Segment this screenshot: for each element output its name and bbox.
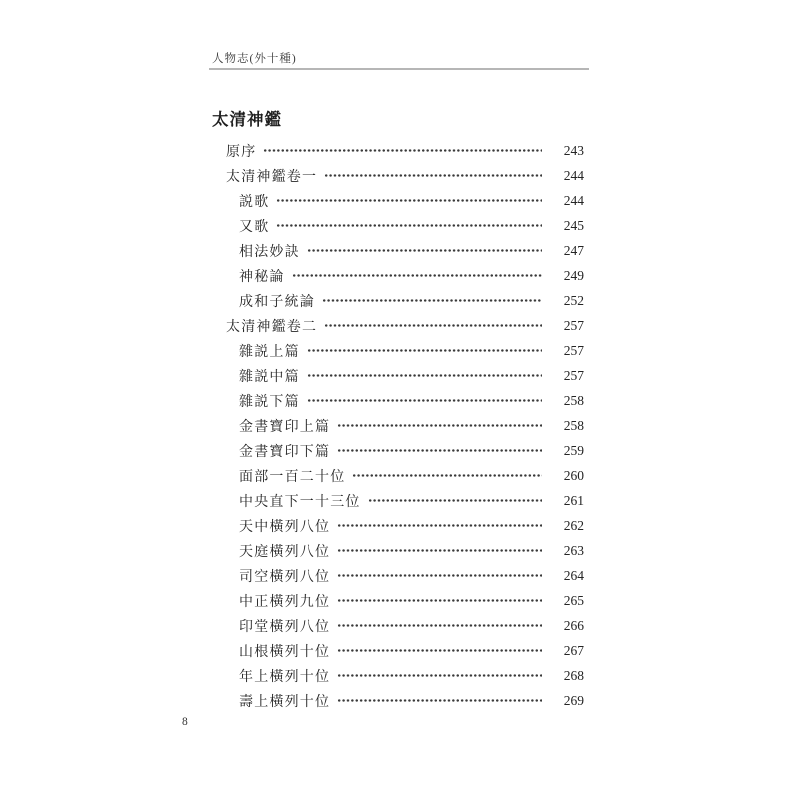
toc-entry-page-number: 269 [563, 692, 584, 708]
toc-entry-row [212, 463, 584, 488]
toc-entry-page-number: 260 [563, 467, 584, 483]
toc-entry-page-number: 264 [563, 567, 584, 583]
toc-list [212, 138, 584, 713]
toc-entry-label: 雜説上篇 [239, 344, 300, 360]
toc-entry-row [212, 363, 584, 388]
toc-dot-leader [337, 438, 542, 463]
toc-entry-page-number: 252 [563, 292, 584, 308]
section-title: 太清神鑑 [212, 110, 282, 129]
toc-entry-page-number: 258 [563, 392, 584, 408]
toc-entry-page-number: 268 [563, 667, 584, 683]
toc-entry-row [212, 313, 584, 338]
toc-entry-label: 天庭橫列八位 [239, 544, 331, 560]
toc-entry-page-number: 257 [563, 367, 584, 383]
toc-entry-label: 面部一百二十位 [239, 469, 346, 485]
toc-entry-label: 神秘論 [239, 269, 285, 285]
toc-entry-page-number: 243 [563, 142, 584, 158]
toc-entry-page-number: 257 [563, 317, 584, 333]
toc-dot-leader [337, 663, 542, 688]
toc-entry-row [212, 263, 584, 288]
toc-dot-leader [307, 363, 542, 388]
toc-entry-row [212, 613, 584, 638]
toc-entry-label: 天中橫列八位 [239, 519, 331, 535]
toc-entry-page-number: 259 [563, 442, 584, 458]
toc-entry-label: 印堂橫列八位 [239, 619, 331, 635]
toc-dot-leader [292, 263, 542, 288]
toc-dot-leader [263, 138, 542, 163]
toc-entry-label: 又歌 [239, 219, 270, 235]
toc-entry-row [212, 688, 584, 713]
toc-entry-label: 太清神鑑卷二 [226, 319, 318, 335]
toc-dot-leader [337, 613, 542, 638]
toc-entry-page-number: 265 [563, 592, 584, 608]
toc-dot-leader [276, 213, 542, 238]
toc-entry-row [212, 563, 584, 588]
toc-entry-row [212, 438, 584, 463]
toc-entry-label: 年上橫列十位 [239, 669, 331, 685]
toc-dot-leader [322, 288, 542, 313]
toc-entry-page-number: 266 [563, 617, 584, 633]
toc-entry-label: 太清神鑑卷一 [226, 169, 318, 185]
toc-entry-label: 相法妙訣 [239, 244, 300, 260]
toc-entry-page-number: 261 [563, 492, 584, 508]
toc-entry-row [212, 588, 584, 613]
toc-entry-label: 壽上橫列十位 [239, 694, 331, 710]
toc-dot-leader [337, 538, 542, 563]
toc-entry-page-number: 247 [563, 242, 584, 258]
toc-entry-label: 成和子統論 [239, 294, 315, 310]
toc-entry-label: 金書寶印上篇 [239, 419, 331, 435]
toc-entry-page-number: 245 [563, 217, 584, 233]
toc-entry-label: 中央直下一十三位 [239, 494, 361, 510]
toc-entry-row [212, 138, 584, 163]
toc-dot-leader [307, 338, 542, 363]
toc-dot-leader [324, 163, 542, 188]
folio-page-number: 8 [182, 716, 188, 728]
toc-entry-row [212, 388, 584, 413]
toc-entry-page-number: 262 [563, 517, 584, 533]
toc-entry-row [212, 188, 584, 213]
toc-entry-page-number: 258 [563, 417, 584, 433]
toc-dot-leader [324, 313, 542, 338]
toc-entry-row [212, 663, 584, 688]
toc-entry-page-number: 267 [563, 642, 584, 658]
toc-entry-label: 雜説下篇 [239, 394, 300, 410]
toc-entry-label: 雜説中篇 [239, 369, 300, 385]
running-header: 人物志(外十種) [212, 53, 297, 65]
toc-dot-leader [337, 588, 542, 613]
toc-dot-leader [352, 463, 542, 488]
toc-dot-leader [337, 513, 542, 538]
toc-dot-leader [368, 488, 542, 513]
toc-entry-page-number: 263 [563, 542, 584, 558]
toc-entry-page-number: 244 [563, 167, 584, 183]
toc-entry-row [212, 538, 584, 563]
toc-entry-label: 説歌 [239, 194, 270, 210]
toc-entry-label: 山根橫列十位 [239, 644, 331, 660]
toc-dot-leader [307, 388, 542, 413]
toc-entry-label: 司空橫列八位 [239, 569, 331, 585]
toc-entry-label: 金書寶印下篇 [239, 444, 331, 460]
toc-dot-leader [337, 413, 542, 438]
toc-entry-row [212, 163, 584, 188]
toc-entry-page-number: 244 [563, 192, 584, 208]
toc-entry-page-number: 249 [563, 267, 584, 283]
toc-entry-label: 中正橫列九位 [239, 594, 331, 610]
toc-dot-leader [337, 638, 542, 663]
toc-entry-row [212, 513, 584, 538]
toc-dot-leader [307, 238, 542, 263]
toc-entry-row [212, 638, 584, 663]
header-rule [209, 68, 589, 70]
toc-entry-row [212, 338, 584, 363]
toc-entry-label: 原序 [226, 144, 257, 160]
toc-entry-row [212, 488, 584, 513]
toc-entry-row [212, 213, 584, 238]
toc-dot-leader [276, 188, 542, 213]
toc-entry-page-number: 257 [563, 342, 584, 358]
toc-entry-row [212, 238, 584, 263]
toc-entry-row [212, 413, 584, 438]
toc-dot-leader [337, 563, 542, 588]
toc-dot-leader [337, 688, 542, 713]
toc-entry-row [212, 288, 584, 313]
